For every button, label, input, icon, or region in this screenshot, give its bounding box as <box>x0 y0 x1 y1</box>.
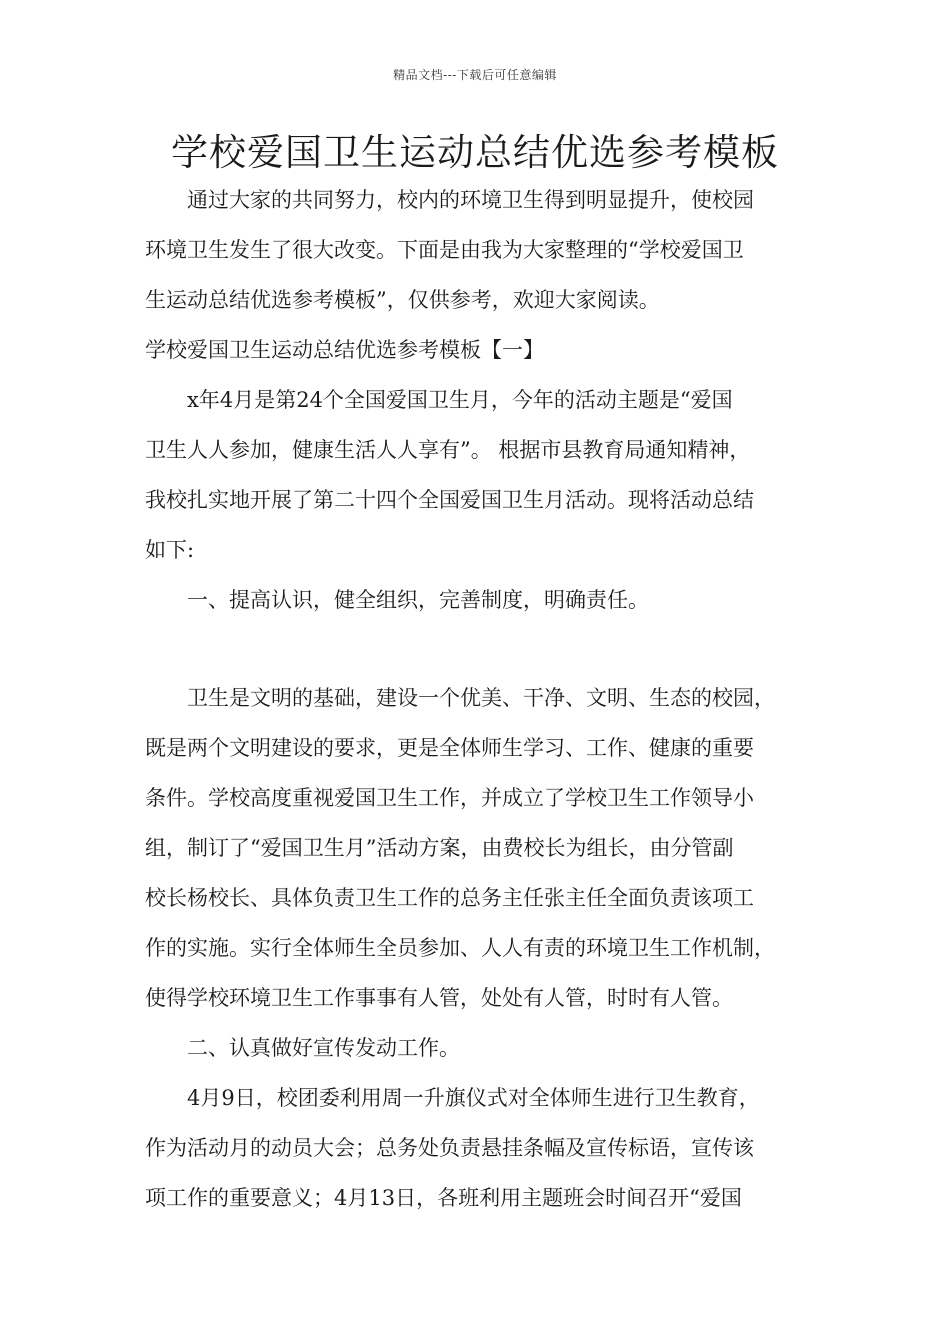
text-line: 二、认真做好宣传发动工作。 <box>145 1036 460 1060</box>
text-line: 一、提高认识，健全组织，完善制度，明确责任。 <box>145 588 649 612</box>
text-line: 作的实施。实行全体师生全员参加、人人有责的环境卫生工作机制， <box>145 936 775 960</box>
text-line: 作为活动月的动员大会；总务处负责悬挂条幅及宣传标语，宣传该 <box>145 1136 754 1160</box>
text-line: 4月9日，校团委利用周一升旗仪式对全体师生进行卫生教育， <box>145 1086 760 1110</box>
text-line: 环境卫生发生了很大改变。下面是由我为大家整理的“学校爱国卫 <box>145 238 744 262</box>
document-title: 学校爱国卫生运动总结优选参考模板 <box>171 131 779 174</box>
text-line: 卫生是文明的基础，建设一个优美、干净、文明、生态的校园， <box>145 686 775 710</box>
text-line: 我校扎实地开展了第二十四个全国爱国卫生月活动。现将活动总结 <box>145 488 754 512</box>
text-line: 卫生人人参加，健康生活人人享有”。 根据市县教育局通知精神， <box>145 438 751 462</box>
paragraph-2 <box>145 673 815 1023</box>
paragraph-1 <box>145 375 815 575</box>
text-line: 使得学校环境卫生工作事事有人管，处处有人管，时时有人管。 <box>145 986 733 1010</box>
heading-2 <box>145 1023 815 1073</box>
header-note: 精品文档---下载后可任意编辑 <box>393 68 557 82</box>
text-line: 校长杨校长、具体负责卫生工作的总务主任张主任全面负责该项工 <box>145 886 754 910</box>
text-line: 组，制订了“爱国卫生月”活动方案，由费校长为组长，由分管副 <box>145 836 734 860</box>
text-line: 项工作的重要意义；4月13日，各班利用主题班会时间召开“爱国 <box>145 1186 742 1210</box>
text-line: 通过大家的共同努力，校内的环境卫生得到明显提升，使校园 <box>145 188 754 212</box>
paragraph-3 <box>145 1073 815 1223</box>
text-line: 学校爱国卫生运动总结优选参考模板【一】 <box>145 338 544 362</box>
text-line: 条件。学校高度重视爱国卫生工作，并成立了学校卫生工作领导小 <box>145 786 754 810</box>
heading-1 <box>145 575 815 625</box>
text-line: x年4月是第24个全国爱国卫生月，今年的活动主题是“爱国 <box>145 388 733 412</box>
text-line: 如下: <box>145 538 195 562</box>
intro-paragraph <box>145 175 815 325</box>
section-heading <box>145 325 815 375</box>
text-line: 既是两个文明建设的要求，更是全体师生学习、工作、健康的重要 <box>145 736 754 760</box>
text-line: 生运动总结优选参考模板”，仅供参考，欢迎大家阅读。 <box>145 288 660 312</box>
